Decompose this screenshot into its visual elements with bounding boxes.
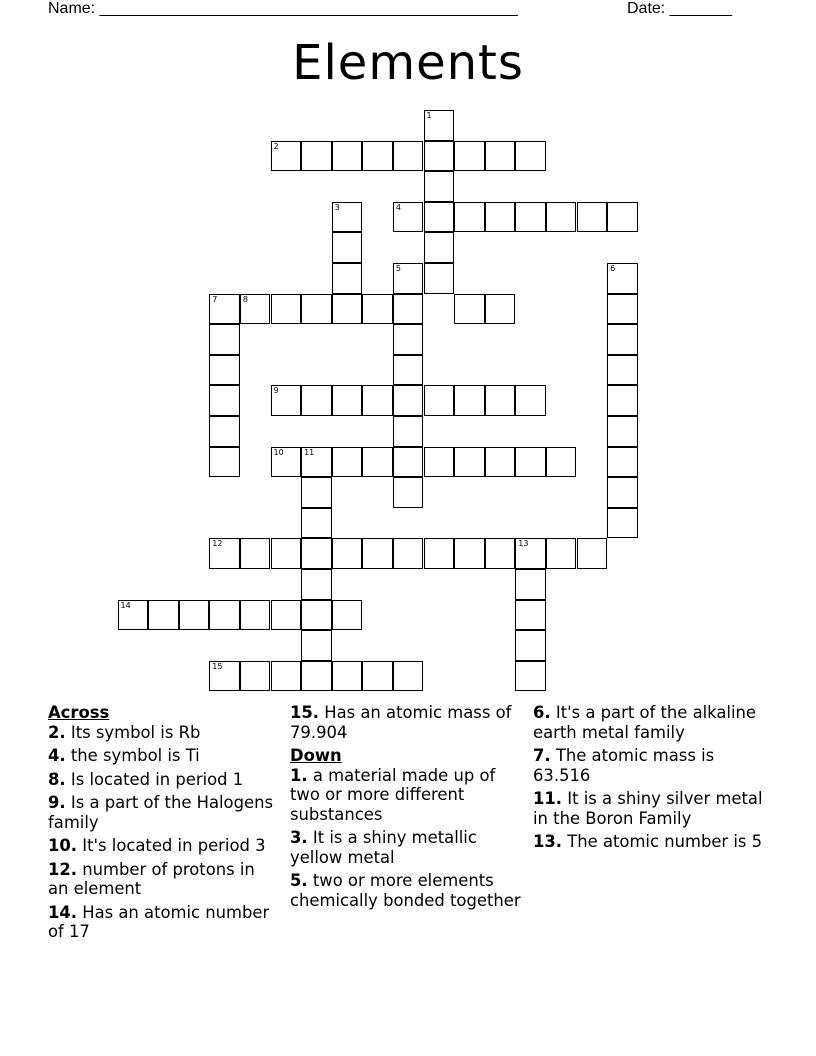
grid-cell[interactable] <box>485 538 516 569</box>
grid-cell[interactable] <box>485 294 516 325</box>
clue-item-text: the symbol is Ti <box>70 746 200 765</box>
grid-cell[interactable] <box>515 600 546 631</box>
grid-cell[interactable] <box>454 294 485 325</box>
grid-cell[interactable] <box>607 508 638 539</box>
grid-cell[interactable] <box>485 141 516 172</box>
clue-item-text: number of protons in an element <box>48 859 255 898</box>
clue-number: 5 <box>395 264 401 273</box>
grid-cell[interactable] <box>515 385 546 416</box>
grid-cell[interactable] <box>393 538 424 569</box>
grid-cell[interactable] <box>118 600 149 631</box>
grid-cell[interactable] <box>515 538 546 569</box>
grid-cell[interactable] <box>393 202 424 233</box>
down-heading: Down <box>290 746 342 765</box>
clue-item <box>290 828 522 867</box>
grid-cell[interactable] <box>332 447 363 478</box>
grid-cell[interactable] <box>424 447 455 478</box>
grid-cell[interactable] <box>393 355 424 386</box>
grid-cell[interactable] <box>301 477 332 508</box>
grid-cell[interactable] <box>393 263 424 294</box>
grid-cell[interactable] <box>546 538 577 569</box>
grid-cell[interactable] <box>209 294 240 325</box>
grid-cell[interactable] <box>393 385 424 416</box>
grid-cell[interactable] <box>301 447 332 478</box>
clue-item-text: two or more elements chemically bonded together <box>290 871 521 910</box>
grid-cell[interactable] <box>332 538 363 569</box>
clue-item-text: It is a shiny silver metal in the Boron Family <box>533 789 763 828</box>
grid-cell[interactable] <box>209 600 240 631</box>
grid-cell[interactable] <box>362 141 393 172</box>
grid-cell[interactable] <box>362 538 393 569</box>
grid-cell[interactable] <box>607 324 638 355</box>
clue-item <box>533 789 773 828</box>
clue-item-text: The atomic number is 5 <box>567 832 763 851</box>
grid-cell[interactable] <box>332 202 363 233</box>
grid-cell[interactable] <box>607 447 638 478</box>
clue-item <box>48 723 280 743</box>
grid-cell[interactable] <box>332 385 363 416</box>
clue-item <box>533 832 773 852</box>
clues-column-1 <box>48 703 280 946</box>
grid-cell[interactable] <box>301 661 332 692</box>
clue-number: 10 <box>273 447 284 457</box>
clue-item-number: 15. <box>290 703 320 722</box>
clue-item <box>48 860 280 899</box>
grid-cell[interactable] <box>607 477 638 508</box>
across-clue-list-continued <box>290 703 522 742</box>
clue-item <box>533 746 773 785</box>
clues-column-3 <box>533 703 773 856</box>
grid-cell[interactable] <box>393 661 424 692</box>
grid-cell[interactable] <box>454 385 485 416</box>
clue-number: 7 <box>212 294 218 304</box>
grid-cell[interactable] <box>271 661 302 692</box>
clue-item-text: It is a shiny metallic yellow metal <box>290 828 477 867</box>
grid-cell[interactable] <box>607 355 638 386</box>
name-field[interactable]: Name: _______________________________________________ <box>48 0 518 17</box>
page-title: Elements <box>292 35 524 91</box>
clue-item-number: 4. <box>48 746 66 765</box>
clue-item <box>290 871 522 910</box>
grid-cell[interactable] <box>362 294 393 325</box>
clue-item-text: Its symbol is Rb <box>70 722 201 742</box>
clue-item-text: Is a part of the Halogens family <box>48 793 274 832</box>
grid-cell[interactable] <box>485 447 516 478</box>
clue-item-text: Has an atomic mass of 79.904 <box>290 703 512 742</box>
clue-item-text: The atomic mass is 63.516 <box>533 746 715 785</box>
clue-item-number: 14. <box>48 902 78 922</box>
clue-item-text: It's located in period 3 <box>82 836 266 855</box>
grid-cell[interactable] <box>301 569 332 600</box>
clue-item-text: It's a part of the alkaline earth metal family <box>533 703 756 742</box>
clue-item-number: 1. <box>290 765 308 785</box>
grid-cell[interactable] <box>546 447 577 478</box>
grid-cell[interactable] <box>515 661 546 692</box>
grid-cell[interactable] <box>424 263 455 294</box>
grid-cell[interactable] <box>209 447 240 478</box>
grid-cell[interactable] <box>271 538 302 569</box>
clue-number: 8 <box>242 294 248 304</box>
clue-number: 1 <box>426 111 432 120</box>
grid-cell[interactable] <box>454 538 485 569</box>
grid-cell[interactable] <box>607 263 638 294</box>
grid-cell[interactable] <box>393 477 424 508</box>
grid-cell[interactable] <box>209 538 240 569</box>
grid-cell[interactable] <box>454 141 485 172</box>
grid-cell[interactable] <box>240 600 271 631</box>
grid-cell[interactable] <box>301 294 332 325</box>
grid-cell[interactable] <box>209 355 240 386</box>
clue-number: 12 <box>212 539 223 549</box>
grid-cell[interactable] <box>332 141 363 172</box>
grid-cell[interactable] <box>607 385 638 416</box>
grid-cell[interactable] <box>240 538 271 569</box>
grid-cell[interactable] <box>301 600 332 631</box>
clue-number: 14 <box>120 600 131 610</box>
clue-number: 9 <box>273 386 279 396</box>
clue-item <box>533 703 773 742</box>
clue-item <box>290 766 522 825</box>
across-clue-list <box>48 723 280 942</box>
grid-cell[interactable] <box>577 538 608 569</box>
grid-cell[interactable] <box>209 324 240 355</box>
grid-cell[interactable] <box>485 385 516 416</box>
clue-item <box>290 703 522 742</box>
grid-cell[interactable] <box>454 447 485 478</box>
grid-cell[interactable] <box>393 141 424 172</box>
across-heading: Across <box>48 703 110 722</box>
grid-cell[interactable] <box>515 569 546 600</box>
clues-column-2 <box>290 703 522 914</box>
clue-number: 6 <box>610 264 616 273</box>
grid-cell[interactable] <box>240 661 271 692</box>
grid-cell[interactable] <box>271 447 302 478</box>
clue-number: 4 <box>395 202 401 212</box>
grid-cell[interactable] <box>577 202 608 233</box>
grid-cell[interactable] <box>393 294 424 325</box>
grid-cell[interactable] <box>515 447 546 478</box>
grid-cell[interactable] <box>271 600 302 631</box>
grid-cell[interactable] <box>332 263 363 294</box>
clue-number: 3 <box>334 202 340 212</box>
clue-item-number: 8. <box>48 769 66 789</box>
grid-cell[interactable] <box>454 202 485 233</box>
grid-cell[interactable] <box>332 661 363 692</box>
clue-number: 11 <box>304 447 315 457</box>
grid-cell[interactable] <box>332 232 363 263</box>
down-clue-list <box>290 766 522 911</box>
grid-cell[interactable] <box>271 385 302 416</box>
clue-item-number: 12. <box>48 859 78 879</box>
grid-cell[interactable] <box>209 416 240 447</box>
clue-item-number: 9. <box>48 793 66 812</box>
clue-number: 2 <box>273 141 279 151</box>
grid-cell[interactable] <box>424 232 455 263</box>
grid-cell[interactable] <box>301 508 332 539</box>
clue-item-text: Is located in period 1 <box>70 769 244 789</box>
grid-cell[interactable] <box>362 661 393 692</box>
clue-item-number: 7. <box>533 746 551 765</box>
clue-item <box>48 746 280 766</box>
grid-cell[interactable] <box>515 630 546 661</box>
grid-cell[interactable] <box>424 141 455 172</box>
grid-cell[interactable] <box>332 294 363 325</box>
clue-item-number: 2. <box>48 722 66 742</box>
grid-cell[interactable] <box>179 600 210 631</box>
clue-item <box>48 770 280 790</box>
grid-cell[interactable] <box>271 141 302 172</box>
grid-cell[interactable] <box>148 600 179 631</box>
grid-cell[interactable] <box>424 202 455 233</box>
clue-item-number: 6. <box>533 703 551 722</box>
clue-item-number: 5. <box>290 871 308 890</box>
grid-cell[interactable] <box>271 294 302 325</box>
grid-cell[interactable] <box>424 538 455 569</box>
grid-cell[interactable] <box>393 416 424 447</box>
clue-item <box>48 903 280 942</box>
grid-cell[interactable] <box>209 385 240 416</box>
clue-item-text: Has an atomic number of 17 <box>48 902 270 941</box>
grid-cell[interactable] <box>607 416 638 447</box>
grid-cell[interactable] <box>424 385 455 416</box>
clue-item <box>48 793 280 832</box>
clue-item <box>48 836 280 856</box>
grid-cell[interactable] <box>301 385 332 416</box>
clue-number: 15 <box>212 661 223 671</box>
grid-cell[interactable] <box>515 202 546 233</box>
grid-cell[interactable] <box>332 600 363 631</box>
clue-item-number: 3. <box>290 828 308 847</box>
down-clue-list-continued <box>533 703 773 852</box>
date-field[interactable]: Date: _______ <box>627 0 732 17</box>
clue-item-number: 10. <box>48 836 78 855</box>
grid-cell[interactable] <box>546 202 577 233</box>
grid-cell[interactable] <box>393 447 424 478</box>
clue-item-number: 13. <box>533 832 563 851</box>
clue-item-number: 11. <box>533 789 563 808</box>
grid-cell[interactable] <box>301 538 332 569</box>
grid-cell[interactable] <box>515 141 546 172</box>
grid-cell[interactable] <box>301 630 332 661</box>
clue-item-text: a material made up of two or more different substances <box>290 765 496 824</box>
grid-cell[interactable] <box>424 171 455 202</box>
grid-cell[interactable] <box>301 141 332 172</box>
grid-cell[interactable] <box>607 294 638 325</box>
grid-cell[interactable] <box>240 294 271 325</box>
grid-cell[interactable] <box>607 202 638 233</box>
clue-number: 13 <box>518 539 529 549</box>
grid-cell[interactable] <box>209 661 240 692</box>
grid-cell[interactable] <box>485 202 516 233</box>
grid-cell[interactable] <box>393 324 424 355</box>
grid-cell[interactable] <box>362 385 393 416</box>
grid-cell[interactable] <box>362 447 393 478</box>
grid-cell[interactable] <box>424 110 455 141</box>
